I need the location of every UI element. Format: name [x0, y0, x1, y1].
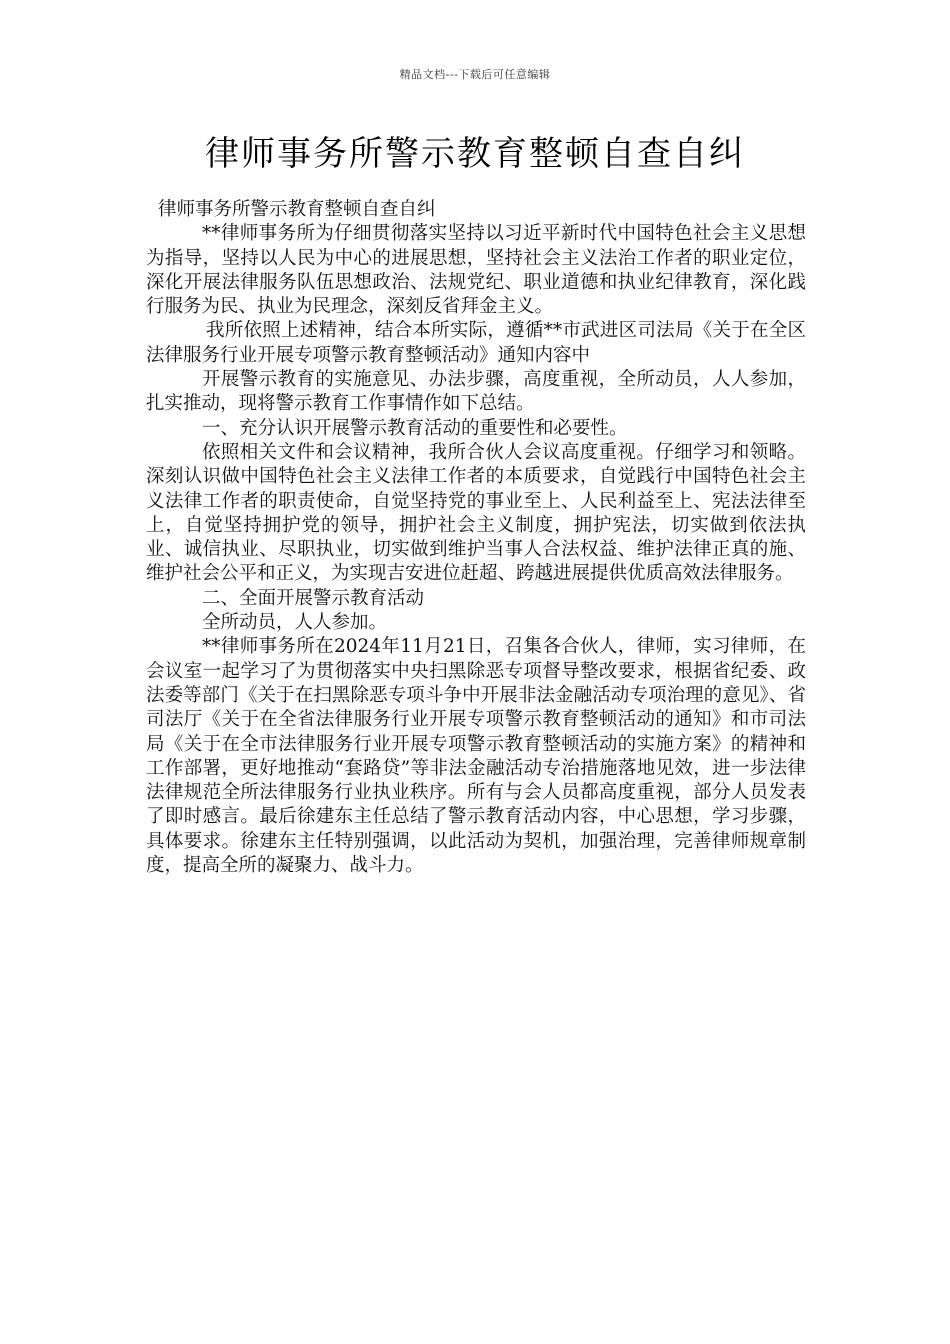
paragraph-section-1: 依照相关文件和会议精神，我所合伙人会议高度重视。仔细学习和领略。深刻认识做中国特色社会主义法律工作者的本质要求，自觉践行中国特色社会主义法律工作者的职责使命，自觉坚持党的事业至上、人民利益至上、宪法法律至上，自觉坚持拥护党的领导，拥护社会主义制度，拥护宪法，切实做到依法执业、诚信执业、尽职执业，切实做到维护当事人合法权益、维护法律正真的施、维护社会公平和正义，为实现吉安进位赶超、跨越进展提供优质高效法律服务。	[146, 441, 806, 585]
paragraph-meeting: **律师事务所在2024年11月21日，召集各合伙人，律师，实习律师，在会议室一起学习了为贯彻落实中央扫黑除恶专项督导整改要求，根据省纪委、政法委等部门《关于在扫黑除恶专项斗争中开展非法金融活动专项治理的意见》、省司法厅《关于在全省法律服务行业开展专项警示教育整顿活动的通知》和市司法局《关于在全市法律服务行业开展专项警示教育整顿活动的实施方案》的精神和工作部署，更好地推动“套路贷”等非法金融活动专治措施落地见效，进一步法律法律规范全所法律服务行业执业秩序。所有与会人员都高度重视，部分人员发表了即时感言。最后徐建东主任总结了警示教育活动内容，中心思想，学习步骤，具体要求。徐建东主任特别强调，以此活动为契机，加强治理，完善律师规章制度，提高全所的凝聚力、战斗力。	[146, 636, 806, 877]
document-title: 律师事务所警示教育整顿自查自纠	[205, 134, 745, 174]
paragraph-summary: 开展警示教育的实施意见、办法步骤，高度重视，全所动员，人人参加，扎实推动，现将警示教育工作事情作如下总结。	[146, 369, 806, 415]
section-heading-2: 二、全面开展警示教育活动	[202, 587, 425, 609]
document-body	[146, 198, 806, 878]
paragraph-mobilization: 全所动员，人人参加。	[202, 612, 388, 634]
section-heading-1: 一、充分认识开展警示教育活动的重要性和必要性。	[202, 417, 628, 439]
document-subtitle: 律师事务所警示教育整顿自查自纠	[158, 199, 436, 220]
paragraph-basis: 我所依照上述精神，结合本所实际，遵循**市武进区司法局《关于在全区法律服务行业开展专项警示教育整顿活动》通知内容中	[146, 320, 806, 366]
paragraph-intro: **律师事务所为仔细贯彻落实坚持以习近平新时代中国特色社会主义思想为指导，坚持以人民为中心的进展思想，坚持社会主义法治工作者的职业定位，深化开展法律服务队伍思想政治、法规党纪、职业道德和执业纪律教育，深化践行服务为民、执业为民理念，深刻反省拜金主义。	[146, 223, 806, 318]
page-header-note: 精品文档---下载后可任意编辑	[399, 68, 551, 81]
